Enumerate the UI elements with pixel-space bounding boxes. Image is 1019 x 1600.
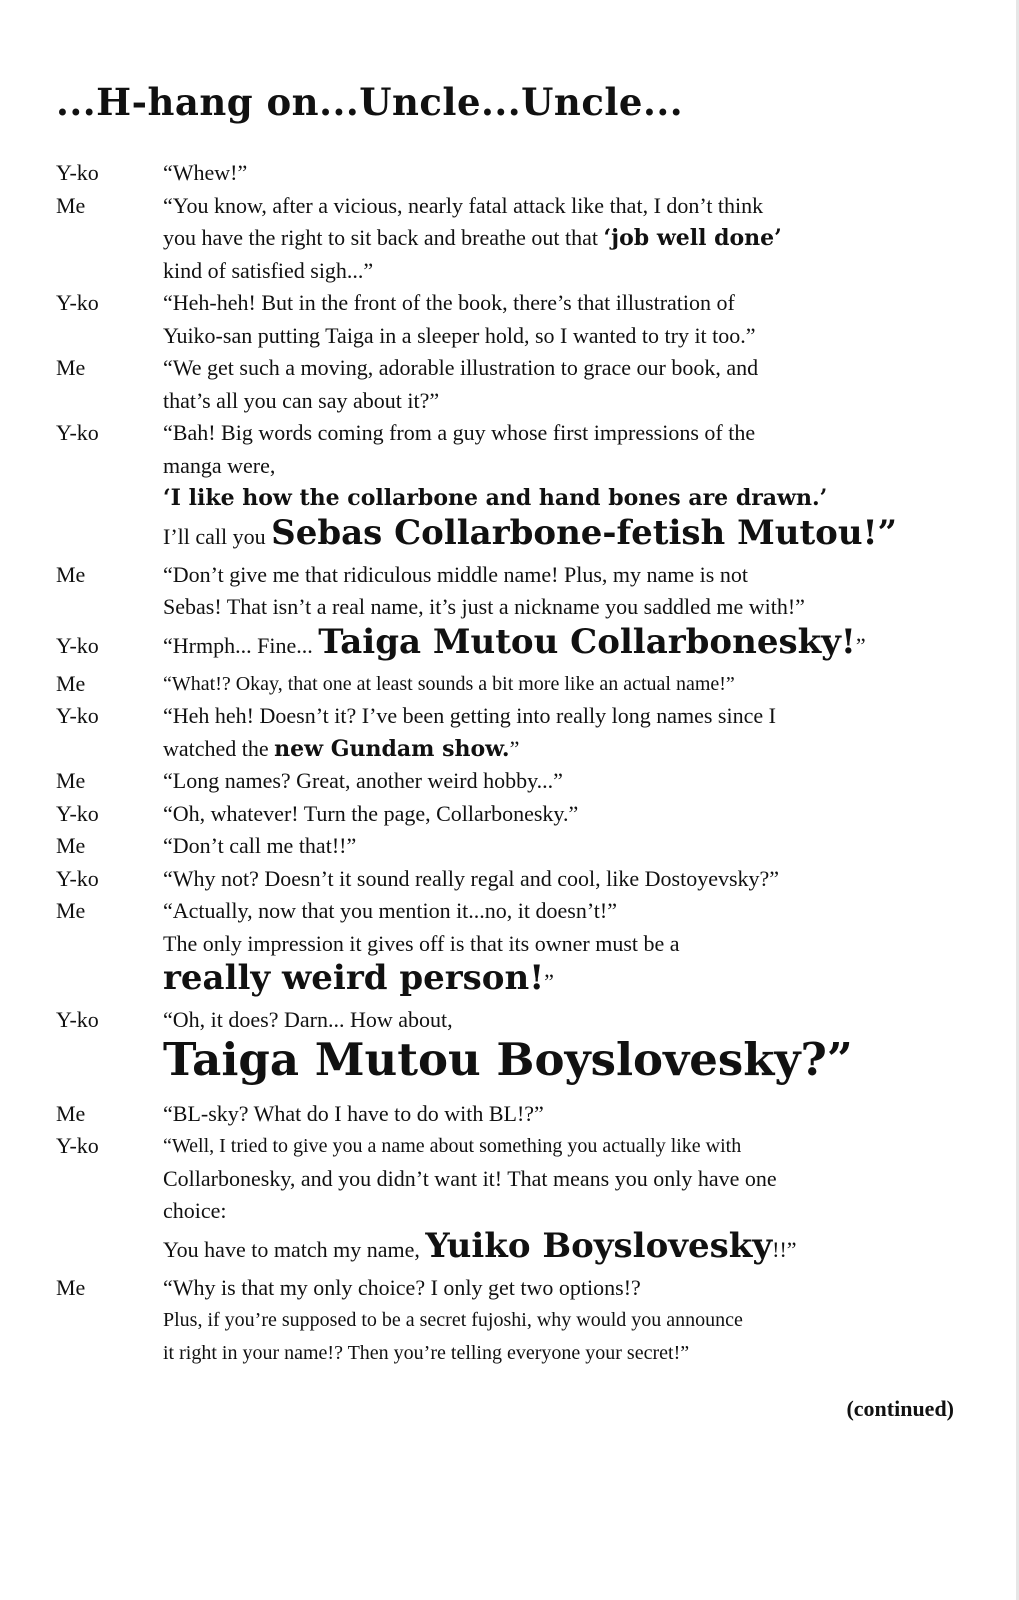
dialogue-entry bbox=[56, 1004, 976, 1098]
speaker-label: Me bbox=[56, 1274, 86, 1300]
dialogue-entry bbox=[56, 830, 976, 863]
speaker-label: Me bbox=[56, 833, 86, 858]
dialogue-line bbox=[163, 222, 976, 255]
dialogue-text bbox=[163, 1004, 976, 1098]
line-text: ” bbox=[544, 969, 554, 994]
dialogue-line bbox=[163, 960, 976, 1004]
line-text: I’ll call you bbox=[163, 523, 272, 549]
dialogue-line bbox=[163, 512, 976, 559]
dialogue-line: “You know, after a vicious, nearly fatal attack like that, I don’t think bbox=[163, 192, 764, 218]
dialogue-text bbox=[163, 157, 976, 190]
speaker-label: Y-ko bbox=[56, 290, 99, 315]
dialogue-line: choice: bbox=[163, 1198, 227, 1223]
speaker-label: Y-ko bbox=[56, 800, 99, 826]
dialogue-line: Collarbonesky, and you didn’t want it! That means you only have one bbox=[163, 1165, 777, 1191]
dialogue-entry bbox=[56, 798, 976, 831]
speaker-label: Y-ko bbox=[56, 1133, 99, 1158]
dialogue-line: “Heh-heh! But in the front of the book, there’s that illustration of bbox=[163, 290, 735, 315]
speaker-label: Me bbox=[56, 355, 86, 380]
speaker-label: Y-ko bbox=[56, 160, 99, 185]
dialogue-line: manga were, bbox=[163, 452, 276, 478]
dialogue-text bbox=[163, 765, 976, 798]
dialogue-line: Sebas! That isn’t a real name, it’s just a nickname you saddled me with!” bbox=[163, 594, 805, 619]
dialogue-text bbox=[163, 830, 976, 863]
dialogue-entry bbox=[56, 352, 976, 417]
dialogue-entry bbox=[56, 559, 976, 624]
emphasis-text: Taiga Mutou Collarbonesky! bbox=[318, 621, 856, 662]
dialogue-entry bbox=[56, 700, 976, 765]
dialogue-line: “Actually, now that you mention it...no, it doesn’t!” bbox=[163, 898, 617, 923]
line-text: you have the right to sit back and breathe out that bbox=[163, 225, 604, 250]
emphasis-text: Taiga Mutou Boyslovesky?” bbox=[163, 1032, 853, 1086]
dialogue-line: “Heh heh! Doesn’t it? I’ve been getting into really long names since I bbox=[163, 703, 776, 728]
dialogue-line bbox=[163, 733, 976, 766]
dialogue-entry bbox=[56, 1098, 976, 1131]
dialogue-line: it right in your name!? Then you’re telling everyone your secret!” bbox=[163, 1341, 690, 1364]
dialogue-entry bbox=[56, 668, 976, 701]
speaker-label: Me bbox=[56, 561, 86, 587]
dialogue-text bbox=[163, 668, 976, 701]
chapter-heading: ...H-hang on...Uncle...Uncle... bbox=[56, 80, 684, 124]
dialogue-line: “Why is that my only choice? I only get two options!? bbox=[163, 1274, 641, 1300]
line-text: watched the bbox=[163, 735, 275, 761]
dialogue-line: kind of satisfied sigh...” bbox=[163, 257, 374, 283]
dialogue-text bbox=[163, 190, 976, 288]
continued-label: (continued) bbox=[846, 1396, 954, 1421]
dialogue-line: “BL-sky? What do I have to do with BL!?” bbox=[163, 1100, 544, 1126]
dialogue-line: The only impression it gives off is that its owner must be a bbox=[163, 930, 680, 956]
dialogue-entry bbox=[56, 765, 976, 798]
line-text: !!” bbox=[772, 1236, 797, 1262]
dialogue-line: “Long names? Great, another weird hobby...” bbox=[163, 768, 563, 793]
dialogue-line bbox=[163, 621, 976, 668]
line-text: ” bbox=[509, 735, 520, 761]
emphasis-text: Yuiko Boyslovesky bbox=[425, 1225, 773, 1266]
dialogue-line: “What!? Okay, that one at least sounds a bit more like an actual name!” bbox=[163, 672, 735, 695]
dialogue-text bbox=[163, 700, 976, 765]
dialogue-line: that’s all you can say about it?” bbox=[163, 387, 440, 413]
speaker-label: Me bbox=[56, 898, 86, 923]
speaker-label: Y-ko bbox=[56, 1007, 99, 1032]
speaker-label: Y-ko bbox=[56, 865, 99, 891]
emphasis-text: new Gundam show. bbox=[274, 735, 510, 762]
dialogue-text bbox=[163, 417, 976, 559]
dialogue-entry bbox=[56, 190, 976, 288]
dialogue-entry bbox=[56, 621, 976, 668]
dialogue-text bbox=[163, 352, 976, 417]
line-text: “Hrmph... Fine... bbox=[163, 632, 319, 658]
speaker-label: Me bbox=[56, 768, 86, 793]
dialogue-line bbox=[163, 1032, 976, 1098]
speaker-label: Me bbox=[56, 670, 86, 696]
emphasis-text: really weird person! bbox=[163, 958, 545, 998]
dialogue-text bbox=[163, 621, 976, 668]
dialogue-line: “Oh, whatever! Turn the page, Collarbonesky.” bbox=[163, 800, 579, 826]
speaker-label: Y-ko bbox=[56, 703, 99, 728]
dialogue-entry bbox=[56, 157, 976, 190]
speaker-label: Me bbox=[56, 192, 86, 218]
dialogue-list bbox=[56, 157, 976, 1369]
dialogue-line: “Whew!” bbox=[163, 160, 248, 185]
dialogue-entry bbox=[56, 863, 976, 896]
speaker-label: Me bbox=[56, 1100, 86, 1126]
dialogue-line: “Well, I tried to give you a name about something you actually like with bbox=[163, 1135, 742, 1157]
dialogue-line: “Don’t give me that ridiculous middle name! Plus, my name is not bbox=[163, 561, 748, 587]
dialogue-entry bbox=[56, 287, 976, 352]
dialogue-text bbox=[163, 1272, 976, 1370]
dialogue-text bbox=[163, 895, 976, 1004]
line-text: ” bbox=[855, 632, 866, 658]
dialogue-entry bbox=[56, 1130, 976, 1272]
dialogue-entry bbox=[56, 417, 976, 559]
dialogue-text bbox=[163, 1130, 976, 1272]
emphasis-text: ‘I like how the collarbone and hand bones are drawn.’ bbox=[163, 485, 828, 511]
dialogue-line: “Why not? Doesn’t it sound really regal and cool, like Dostoyevsky?” bbox=[163, 865, 780, 891]
dialogue-line: “Bah! Big words coming from a guy whose first impressions of the bbox=[163, 420, 756, 445]
dialogue-line: “We get such a moving, adorable illustration to grace our book, and bbox=[163, 355, 759, 380]
speaker-label: Y-ko bbox=[56, 420, 99, 445]
dialogue-line bbox=[163, 1225, 976, 1272]
dialogue-text bbox=[163, 287, 976, 352]
dialogue-line: “Don’t call me that!!” bbox=[163, 833, 357, 858]
dialogue-line: Yuiko-san putting Taiga in a sleeper hold, so I wanted to try it too.” bbox=[163, 322, 756, 348]
dialogue-line: “Oh, it does? Darn... How about, bbox=[163, 1007, 453, 1032]
dialogue-entry bbox=[56, 1272, 976, 1370]
dialogue-entry bbox=[56, 895, 976, 1004]
dialogue-text bbox=[163, 1098, 976, 1131]
line-text: You have to match my name, bbox=[163, 1236, 426, 1262]
dialogue-line: Plus, if you’re supposed to be a secret fujoshi, why would you announce bbox=[163, 1309, 743, 1331]
dialogue-line bbox=[163, 482, 976, 515]
speaker-label: Y-ko bbox=[56, 632, 99, 658]
emphasis-text: Sebas Collarbone-fetish Mutou!” bbox=[271, 512, 898, 553]
emphasis-text: ‘job well done’ bbox=[603, 225, 782, 251]
dialogue-text bbox=[163, 798, 976, 831]
dialogue-text bbox=[163, 559, 976, 624]
dialogue-text bbox=[163, 863, 976, 896]
